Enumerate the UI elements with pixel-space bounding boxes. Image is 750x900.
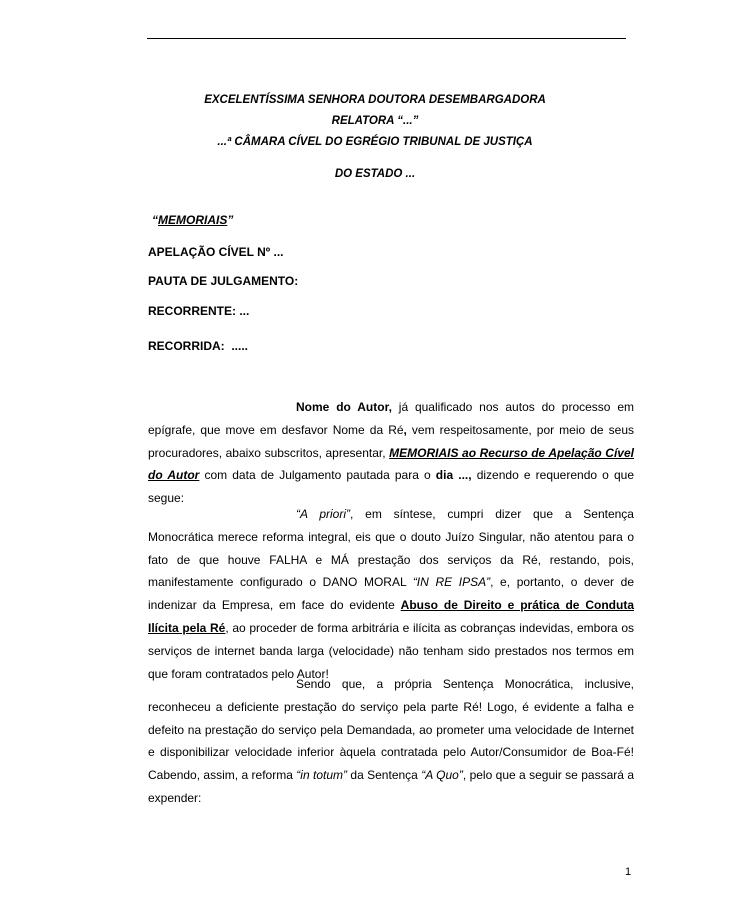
heading-line-2: RELATORA “...” [331, 115, 419, 127]
paragraph-1-text-1: já qualificado nos autos do processo em epígrafe, que move em desfavor Nome da Ré [148, 400, 634, 437]
a-quo-term: “A Quo” [421, 768, 463, 783]
a-priori-term: “A priori” [296, 507, 351, 521]
paragraph-3 [148, 673, 634, 810]
paragraph-3-text-3: , pelo que a seguir se passará a expender: [148, 768, 634, 805]
top-rule [147, 38, 626, 39]
abuso-de-direito-phrase: Abuso de Direito e prática de Conduta Ilícita pela Ré [148, 598, 634, 635]
memoriais-appeal-reference: MEMORIAIS ao Recurso de Apelação Cível do Autor [148, 445, 634, 483]
memoriais-title [152, 213, 233, 227]
paragraph-1-comma: , [403, 422, 407, 437]
paragraph-1-text-2: vem respeitosamente, por meio de seus procuradores, abaixo subscritos, apresentar, [148, 422, 634, 460]
paragraph-2 [148, 503, 634, 685]
in-re-ipsa-term: “IN RE IPSA” [412, 575, 491, 590]
author-name: Nome do Autor, [296, 400, 392, 414]
heading-line-1: EXCELENTÍSSIMA SENHORA DOUTORA DESEMBARGADORA [204, 94, 546, 106]
in-totum-term: “in totum” [296, 768, 348, 783]
field-recorrente: RECORRENTE: ... [148, 304, 250, 318]
paragraph-3-text-1: Sendo que, a própria Sentença Monocrática, inclusive, reconheceu a deficiente prestação do serviço pela parte Ré! Logo, é evidente a falha e defeito na prestação do serviço pela Demandada, ao prometer uma velocidade de Internet e disponibilizar velocidade inferior àquela contratada pelo Autor/Consumidor de Boa-Fé! Cabendo, assim, a reforma [148, 677, 634, 783]
paragraph-3-text-2: da Sentença [347, 768, 422, 783]
heading-line-3: ...ª CÂMARA CÍVEL DO EGRÉGIO TRIBUNAL DE JUSTIÇA [217, 136, 533, 148]
paragraph-2-text-2: , e, portanto, o dever de indenizar da Empresa, em face do evidente [148, 575, 634, 613]
field-pauta: PAUTA DE JULGAMENTO: [148, 274, 299, 288]
field-apelacao: APELAÇÃO CÍVEL Nº ... [148, 245, 284, 259]
page-number: 1 [625, 866, 632, 878]
memoriais-word: MEMORIAIS [158, 213, 228, 227]
paragraph-1-text-4: dizendo e requerendo o que segue: [148, 468, 634, 506]
paragraph-1-text-3: com data de Julgamento pautada para o [199, 468, 436, 483]
judgment-day: dia ..., [435, 468, 472, 483]
paragraph-2-text-3: , ao proceder de forma arbitrária e ilícita as cobranças indevidas, embora os serviços de internet banda larga (velocidade) não tenham sido prestados nos termos em que foram contratados pelo Autor! [148, 620, 635, 681]
paragraph-1 [148, 396, 634, 510]
field-recorrida: RECORRIDA: ..... [148, 339, 249, 353]
heading-line-4: DO ESTADO ... [334, 168, 416, 180]
paragraph-2-text-1: , em síntese, cumpri dizer que a Sentença Monocrática merece reforma integral, eis que o douto Juízo Singular, não atentou para o fato de que houve FALHA e MÁ prestação dos serviços da Ré, restando, pois, manifestamente configurado o DANO MORAL [148, 507, 634, 590]
memoriais-open-quote: “ [152, 213, 158, 227]
memoriais-close-quote: ” [227, 213, 234, 227]
